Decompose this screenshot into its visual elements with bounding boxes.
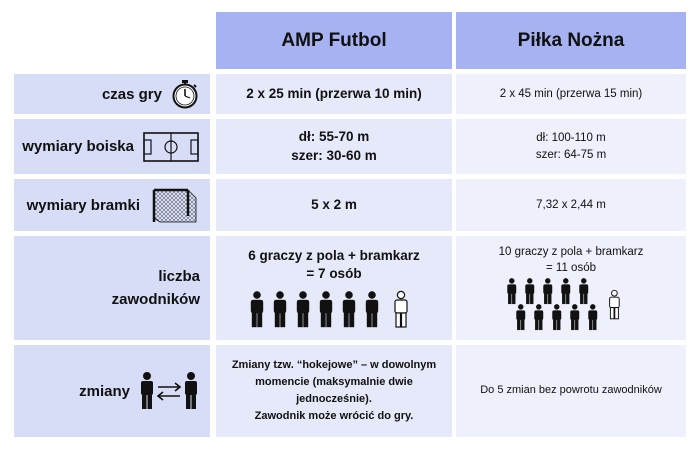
pilka-field-player-icon	[552, 304, 561, 330]
header-pilka-nozna	[456, 12, 686, 69]
amp-players-count: 6 graczy z pola + bramkarz	[248, 247, 420, 263]
amp-zmiany-line-3: jednocześnie).	[296, 393, 372, 405]
amp-players-figures	[249, 289, 419, 329]
header-amp-futbol	[216, 12, 452, 69]
pilka-players-count: 10 graczy z pola + bramkarz	[498, 245, 644, 258]
pilka-field-player-icon	[534, 304, 543, 330]
pilka-wymiary-boiska	[456, 119, 686, 174]
amp-czas-gry	[216, 74, 452, 114]
stopwatch-icon	[170, 79, 200, 109]
pilka-field-player-icon	[543, 278, 552, 304]
players-figures-svg	[249, 289, 419, 329]
row-label-wymiary-boiska	[14, 119, 210, 174]
football-pitch-icon	[142, 131, 200, 163]
amp-field-player-icon	[366, 292, 378, 328]
amp-bramka-size: 5 x 2 m	[311, 196, 357, 212]
pilka-czas-gry	[456, 74, 686, 114]
amp-wymiary-bramki	[216, 179, 452, 231]
amp-wymiary-boiska	[216, 119, 452, 174]
amp-czas-gry-line: 2 x 25 min (przerwa 10 min)	[246, 85, 422, 101]
pilka-zmiany	[456, 345, 686, 437]
label-zawodnikow: zawodników	[111, 291, 200, 308]
label-zmiany: zmiany	[79, 382, 130, 400]
players-figures-svg	[506, 278, 636, 332]
header-blank	[14, 12, 210, 69]
pilka-field-player-icon	[588, 304, 597, 330]
header-amp-label: AMP Futbol	[281, 29, 387, 51]
amp-field-player-icon	[297, 292, 309, 328]
amp-field-player-icon	[274, 292, 286, 328]
pilka-czas-gry-line: 2 x 45 min (przerwa 15 min)	[499, 87, 643, 100]
pilka-field-player-icon	[570, 304, 579, 330]
substitution-icon	[138, 371, 200, 411]
amp-boisko-length: dł: 55-70 m	[298, 129, 370, 145]
amp-zmiany-line-2: momencie (maksymalnie dwie	[255, 375, 413, 388]
amp-zmiany	[216, 345, 452, 437]
amp-boisko-width: szer: 30-60 m	[291, 147, 377, 163]
row-label-wymiary-bramki	[14, 179, 210, 231]
pilka-field-player-icon	[525, 278, 534, 304]
goal-net-icon	[148, 186, 200, 224]
amp-liczba-zawodnikow	[216, 236, 452, 340]
pilka-wymiary-bramki	[456, 179, 686, 231]
row-label-zmiany	[14, 345, 210, 437]
amp-field-player-icon	[251, 292, 263, 328]
amp-zmiany-line-1: Zmiany tzw. “hokejowe” – w dowolnym	[231, 358, 437, 371]
label-wymiary-bramki: wymiary bramki	[26, 196, 140, 214]
pilka-zmiany-line: Do 5 zmian bez powrotu zawodników	[480, 384, 662, 397]
label-liczba: liczba	[158, 267, 200, 285]
pilka-players-total: = 11 osób	[546, 262, 596, 274]
header-pilka-label: Piłka Nożna	[517, 29, 625, 51]
pilka-boisko-width: szer: 64-75 m	[535, 148, 607, 161]
pilka-bramka-size: 7,32 x 2,44 m	[536, 198, 606, 211]
pilka-liczba-zawodnikow	[456, 236, 686, 340]
amp-players-total: = 7 osób	[306, 266, 362, 281]
amp-zmiany-line-4: Zawodnik może wrócić do gry.	[254, 410, 414, 423]
pilka-field-player-icon	[507, 278, 516, 304]
label-czas-gry: czas gry	[101, 85, 162, 103]
label-wymiary-boiska: wymiary boiska	[22, 138, 134, 155]
amp-field-player-icon	[320, 292, 332, 328]
pilka-field-player-icon	[561, 278, 570, 304]
amp-field-player-icon	[343, 292, 355, 328]
pilka-field-player-icon	[579, 278, 588, 304]
row-label-liczba-zawodnikow	[14, 236, 210, 340]
pilka-field-player-icon	[516, 304, 525, 330]
row-label-czas-gry	[14, 74, 210, 114]
pilka-boisko-length: dł: 100-110 m	[536, 132, 606, 145]
pilka-players-figures	[506, 278, 636, 332]
amp-goalkeeper-icon	[395, 292, 407, 328]
pilka-goalkeeper-icon	[610, 290, 620, 318]
